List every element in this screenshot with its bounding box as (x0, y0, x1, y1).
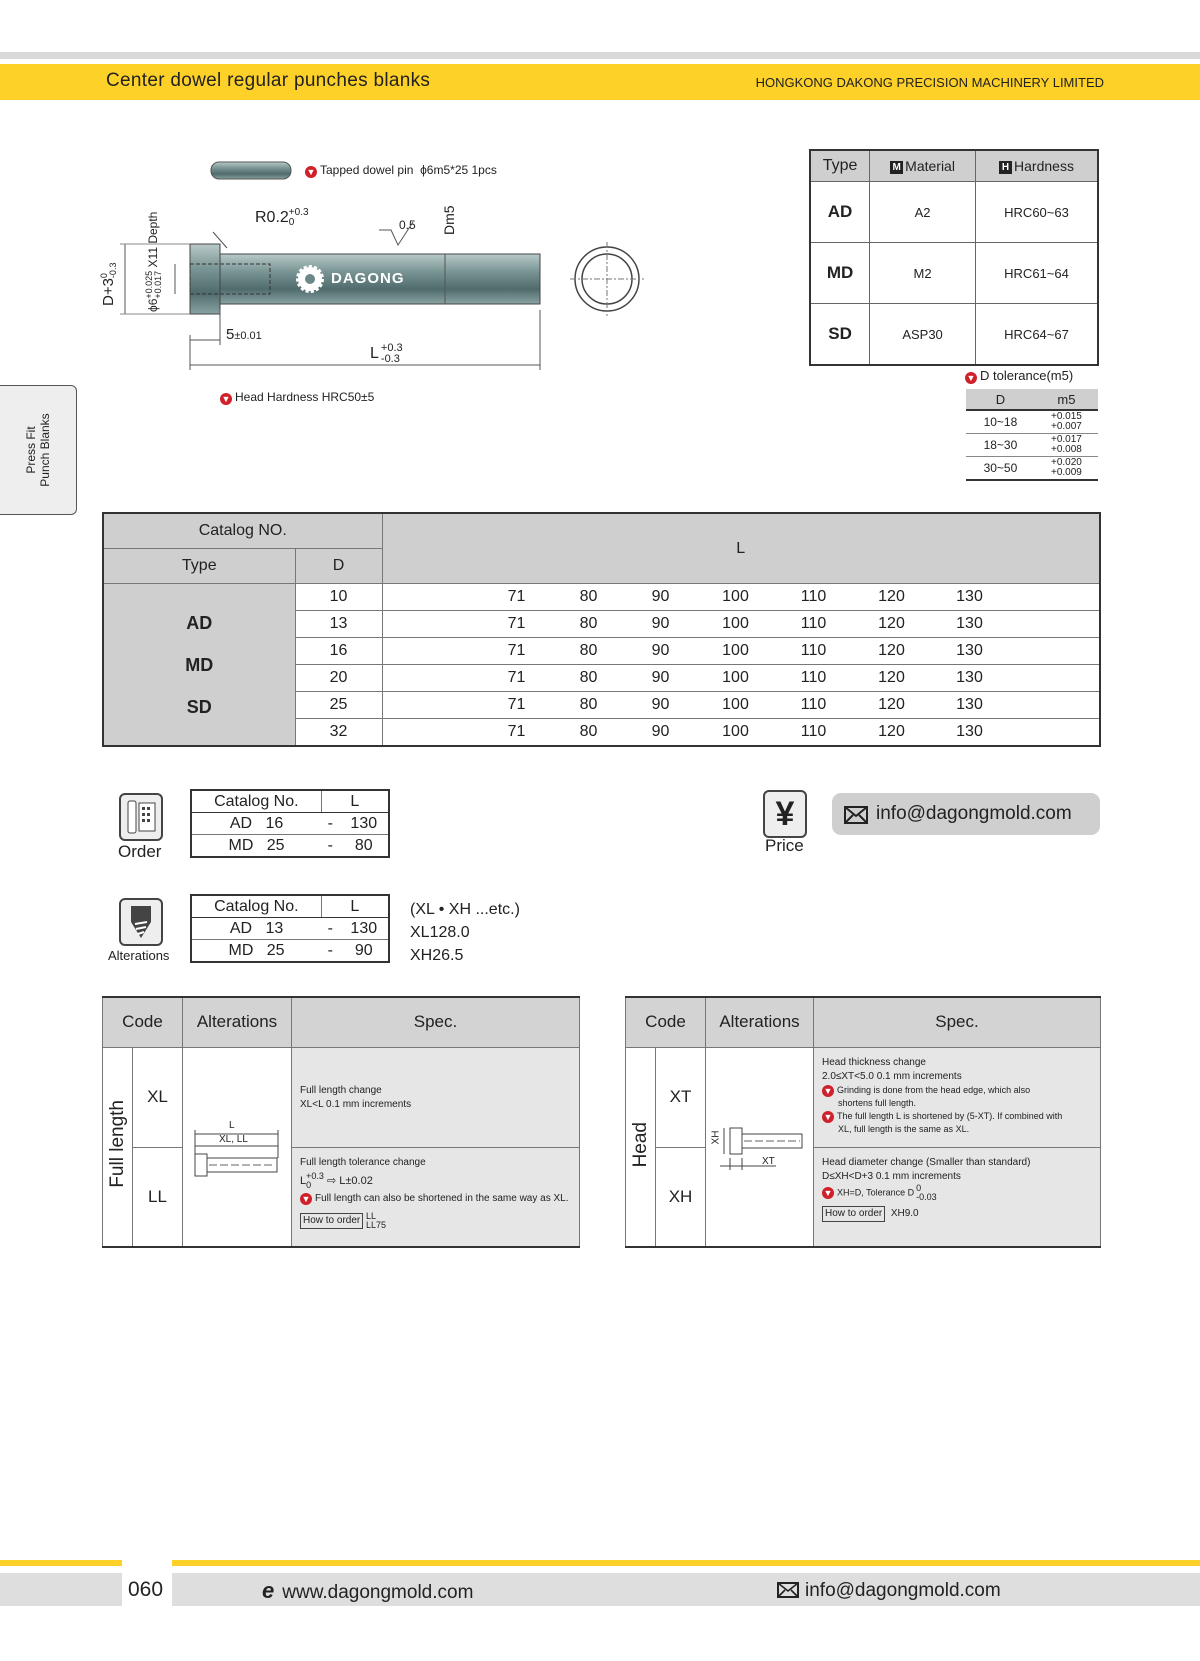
catalog-l-value: 110 (800, 696, 827, 713)
footer-gray-left (0, 1573, 122, 1606)
brand-logo: DAGONG (331, 270, 405, 287)
length-label: L +0.3 -0.3 (370, 342, 403, 365)
tol-d: 18~30 (966, 434, 1035, 457)
head-hardness-note: ▼ Head Hardness HRC50±5 (221, 390, 375, 404)
full-length-group: Full length (103, 1047, 133, 1247)
table-row (810, 304, 1098, 366)
table-row (103, 1047, 580, 1147)
catalog-l-values (382, 719, 1100, 747)
price-email-button[interactable] (832, 793, 1100, 835)
warning-icon: ▼ (221, 394, 231, 404)
price-email: info@dagongmold.com (876, 803, 1072, 824)
catalog-l-value: 80 (579, 642, 598, 659)
head-length-label: 5±0.01 (226, 326, 262, 343)
table-row (966, 434, 1098, 457)
alterations-xh: XH26.5 (410, 947, 464, 964)
alterations-head-table (625, 996, 1101, 1248)
alterations-full-length-table (102, 996, 580, 1248)
footer-bar-left (0, 1560, 122, 1566)
header-top-stripe (0, 52, 1200, 59)
ie-icon: e (262, 1578, 275, 1603)
code-xh: XH (656, 1147, 706, 1247)
catalog-l-value: 120 (878, 615, 905, 632)
catalog-l-value: 80 (579, 669, 598, 686)
order-label: Order (118, 842, 162, 861)
tol-values: +0.015 +0.007 (1035, 410, 1098, 434)
mat-type: AD (810, 182, 870, 243)
mat-header-material: M Material (870, 150, 976, 182)
catalog-l-value: 90 (651, 723, 670, 740)
code-xt: XT (656, 1047, 706, 1147)
alt-l: 90 (340, 940, 389, 963)
side-tab-press-fit[interactable] (0, 385, 77, 515)
catalog-l-value: 120 (878, 642, 905, 659)
table-row (191, 835, 389, 858)
catalog-l-values (382, 611, 1100, 638)
catalog-d-header: D (295, 549, 382, 584)
price-label: Price (765, 836, 804, 855)
catalog-l-value: 90 (651, 696, 670, 713)
warning-icon: ▼ (823, 1187, 833, 1198)
table-row (966, 410, 1098, 434)
catalog-l-value: 130 (956, 642, 983, 659)
dm5-label: Dm5 (441, 205, 457, 235)
mat-type: SD (810, 304, 870, 366)
catalog-d: 16 (295, 638, 382, 665)
order-dash: - (321, 813, 339, 835)
order-catalog: AD 16 (191, 813, 321, 835)
alt-col1: Catalog No. (191, 895, 321, 918)
footer-email-link[interactable]: info@dagongmold.com (777, 1580, 1001, 1602)
mat-material: ASP30 (870, 304, 976, 366)
catalog-l-value: 71 (507, 615, 526, 632)
alt-left-spec-header: Spec. (292, 997, 580, 1047)
type-md: MD (185, 654, 214, 675)
catalog-l-value: 80 (579, 723, 598, 740)
catalog-l-value: 110 (800, 588, 827, 605)
tol-d: 10~18 (966, 410, 1035, 434)
spec-xh: Head diameter change (Smaller than standard) D≤XH<D+3 0.1 mm increments ▼ XH=D, Tolerance D 0 -0.03 How to order XH9.0 (814, 1147, 1101, 1247)
alt-catalog: MD 25 (191, 940, 321, 963)
punch-head-shape (190, 244, 220, 314)
catalog-l-value: 71 (507, 669, 526, 686)
alt-l: 130 (340, 918, 389, 940)
drill-icon (119, 898, 163, 946)
table-row (191, 918, 389, 940)
alt-catalog: AD 13 (191, 918, 321, 940)
warning-icon: ▼ (966, 373, 976, 383)
catalog-l-value: 100 (722, 696, 749, 713)
catalog-l-value: 100 (722, 723, 749, 740)
catalog-d: 10 (295, 584, 382, 611)
catalog-l-values (382, 665, 1100, 692)
type-sd: SD (186, 696, 212, 717)
alt-right-code-header: Code (626, 997, 706, 1047)
mat-header-hardness: H Hardness (976, 150, 1099, 182)
catalog-l-value: 120 (878, 669, 905, 686)
catalog-l-value: 80 (579, 615, 598, 632)
spec-ll: Full length tolerance change L+0.3 0 ⇨ L±0.02 ▼ Full length can also be shortened in the same way as XL. How to order LL LL75 (292, 1147, 580, 1247)
material-badge-icon: M (890, 161, 903, 174)
catalog-l-value: 110 (800, 669, 827, 686)
full-length-drawing (183, 1047, 292, 1247)
table-row (191, 813, 389, 835)
catalog-l-values (382, 638, 1100, 665)
catalog-l-value: 71 (507, 723, 526, 740)
alt-right-alterations-header: Alterations (706, 997, 814, 1047)
mat-material: A2 (870, 182, 976, 243)
catalog-l-value: 120 (878, 696, 905, 713)
table-row (810, 243, 1098, 304)
catalog-l-value: 90 (651, 642, 670, 659)
catalog-l-value: 71 (507, 696, 526, 713)
tolerance-title: ▼ D tolerance(m5) (966, 368, 1074, 383)
catalog-l-value: 130 (956, 696, 983, 713)
table-row (103, 584, 1100, 611)
yen-icon: ¥ (763, 790, 807, 838)
how-to-order-button[interactable]: How to order (300, 1213, 363, 1229)
code-xl: XL (133, 1047, 183, 1147)
catalog-l-value: 130 (956, 588, 983, 605)
order-col1: Catalog No. (191, 790, 321, 813)
material-table (809, 149, 1099, 366)
catalog-l-value: 100 (722, 669, 749, 686)
catalog-l-value: 71 (507, 642, 526, 659)
catalog-l-value: 80 (579, 696, 598, 713)
catalog-types (103, 584, 295, 747)
catalog-type-header: Type (103, 549, 295, 584)
catalog-l-value: 110 (800, 642, 827, 659)
catalog-l-value: 90 (651, 669, 670, 686)
order-table (190, 789, 390, 858)
mat-material: M2 (870, 243, 976, 304)
header-bar (0, 64, 1200, 100)
hardness-badge-icon: H (999, 161, 1012, 174)
warning-icon: ▼ (823, 1111, 833, 1122)
side-tab-line1: Press Fit (24, 426, 38, 474)
catalog-d: 20 (295, 665, 382, 692)
hole-spec-label: ϕ6+0.025 +0.017 X11 Depth (144, 211, 163, 312)
spec-xt: Head thickness change 2.0≤XT<5.0 0.1 mm increments ▼ Grinding is done from the head edge, which also shortens full length. ▼ The full length L is shortened by (5-XT). If combined with XL, full length is the same as XL. (814, 1047, 1101, 1147)
alt-dash: - (321, 940, 339, 963)
warning-icon: ▼ (306, 167, 316, 177)
mat-type: MD (810, 243, 870, 304)
alt-dash: - (321, 918, 339, 940)
page-number: 060 (128, 1578, 164, 1601)
catalog-l-value: 90 (651, 615, 670, 632)
catalog-l-value: 100 (722, 588, 749, 605)
catalog-l-value: 100 (722, 642, 749, 659)
code-ll: LL (133, 1147, 183, 1247)
drawing-label-xt: XT (762, 1155, 775, 1167)
drawing-label-l: L (229, 1119, 235, 1131)
mat-hardness: HRC64~67 (976, 304, 1099, 366)
catalog-l-value: 120 (878, 723, 905, 740)
catalog-l-values (382, 584, 1100, 611)
table-row (810, 182, 1098, 243)
mail-icon (844, 806, 868, 824)
catalog-l-values (382, 692, 1100, 719)
catalog-l-value: 90 (651, 588, 670, 605)
catalog-l-value: 130 (956, 723, 983, 740)
roughness-label: 0.5 (399, 218, 416, 232)
order-col2: L (321, 790, 389, 813)
technical-drawing (95, 150, 655, 410)
catalog-l-value: 71 (507, 588, 526, 605)
head-group: Head (626, 1047, 656, 1247)
table-row (191, 940, 389, 963)
mat-header-type: Type (810, 150, 870, 182)
alterations-xl: XL128.0 (410, 924, 470, 941)
catalog-l-value: 130 (956, 615, 983, 632)
table-row (626, 1047, 1101, 1147)
order-dash: - (321, 835, 339, 858)
catalog-table (102, 512, 1101, 747)
alt-col2: L (321, 895, 389, 918)
alterations-label: Alterations (108, 948, 170, 963)
table-row (966, 457, 1098, 481)
page-title: Center dowel regular punches blanks (106, 70, 431, 91)
alt-right-spec-header: Spec. (814, 997, 1101, 1047)
tol-header-d: D (966, 389, 1035, 410)
alterations-note: (XL • XH ...etc.) (410, 901, 520, 918)
head-drawing (706, 1047, 814, 1247)
drawing-label-xl: XL, LL (219, 1133, 248, 1145)
tol-header-m5: m5 (1035, 389, 1098, 410)
alt-left-alterations-header: Alterations (183, 997, 292, 1047)
order-catalog: MD 25 (191, 835, 321, 858)
catalog-d: 32 (295, 719, 382, 747)
how-to-order-button[interactable]: How to order (822, 1206, 885, 1222)
spec-xl: Full length change XL<L 0.1 mm increments (292, 1047, 580, 1147)
catalog-d: 13 (295, 611, 382, 638)
alt-left-code-header: Code (103, 997, 183, 1047)
drawing-label-xh: XH (710, 1130, 722, 1144)
mail-icon (777, 1582, 799, 1598)
radius-label: R0.2+0.3 0 (255, 207, 309, 228)
warning-icon: ▼ (301, 1193, 311, 1204)
head-dia-label: D+30 -0.3 (99, 262, 119, 306)
catalog-d: 25 (295, 692, 382, 719)
tolerance-table (966, 389, 1098, 481)
catalog-l-value: 80 (579, 588, 598, 605)
alterations-notes (410, 898, 520, 967)
type-ad: AD (186, 612, 213, 633)
tol-values: +0.020 +0.009 (1035, 457, 1098, 481)
order-l: 130 (340, 813, 389, 835)
catalog-header: Catalog NO. (103, 513, 382, 549)
table-row (626, 1147, 1101, 1247)
side-tab-line2: Punch Blanks (38, 413, 52, 487)
tol-d: 30~50 (966, 457, 1035, 481)
alterations-table (190, 894, 390, 963)
company-name: HONGKONG DAKONG PRECISION MACHINERY LIMITED (755, 75, 1104, 90)
footer-website-link[interactable]: e www.dagongmold.com (262, 1578, 474, 1603)
footer-bar-right (172, 1560, 1200, 1566)
table-row (103, 1147, 580, 1247)
warning-icon: ▼ (823, 1085, 833, 1096)
catalog-l-value: 130 (956, 669, 983, 686)
catalog-l-header: L (382, 513, 1100, 584)
catalog-l-value: 120 (878, 588, 905, 605)
tol-values: +0.017 +0.008 (1035, 434, 1098, 457)
mat-hardness: HRC60~63 (976, 182, 1099, 243)
catalog-l-value: 110 (800, 723, 827, 740)
order-l: 80 (340, 835, 389, 858)
dowel-pin-shape (211, 162, 291, 179)
catalog-l-value: 100 (722, 615, 749, 632)
dowel-pin-note: ▼ Tapped dowel pin ϕ6m5*25 1pcs (306, 163, 497, 177)
catalog-l-value: 110 (800, 615, 827, 632)
phone-icon (119, 793, 163, 841)
mat-hardness: HRC61~64 (976, 243, 1099, 304)
